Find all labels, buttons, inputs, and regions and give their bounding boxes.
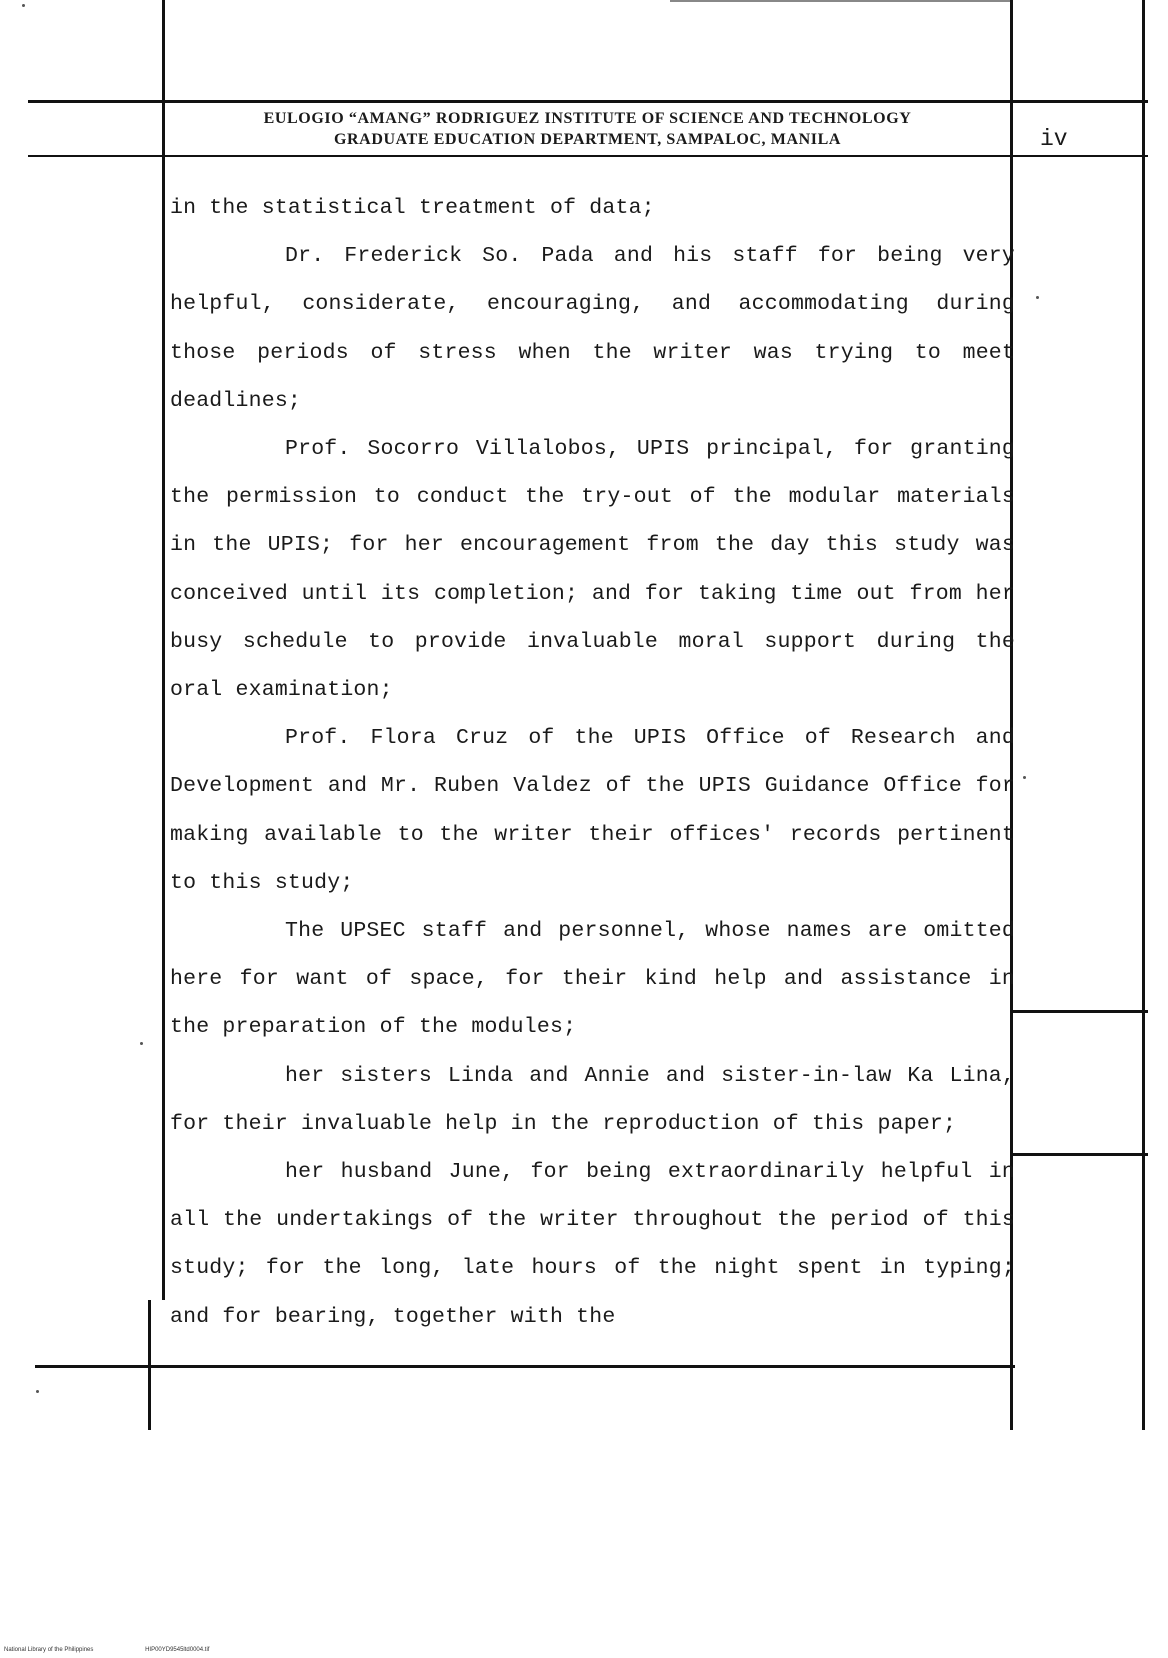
paragraph: The UPSEC staff and personnel, whose names are omitted here for want of space, for their kind help and assistance in the preparation of the modules; — [170, 919, 1015, 1040]
paragraph: Dr. Frederick So. Pada and his staff for being very helpful, considerate, encouraging, and accommodating during those periods of stress when the writer was trying to meet deadlines; — [170, 244, 1015, 413]
bottom-horizontal-rule — [35, 1365, 1015, 1368]
right-column-rule-2 — [1012, 1153, 1148, 1156]
header-bottom-rule — [28, 155, 1148, 157]
institution-header — [165, 108, 1010, 150]
file-name: HIP00YD9545ltd0004.tif — [145, 1647, 210, 1653]
scan-speck — [22, 4, 25, 7]
paragraph: Prof. Socorro Villalobos, UPIS principal, for granting the permission to conduct the try-out of the modular materials in the UPIS; for her encouragement from the day this study was conceived until its completion; and for taking time out from her busy schedule to provide invaluable moral support during the oral examination; — [170, 437, 1015, 703]
paragraph: her husband June, for being extraordinarily helpful in all the undertakings of the writer throughout the period of this study; for the long, late hours of the night spent in typing; and for bearing, together with the — [170, 1160, 1015, 1329]
scan-footer — [4, 1647, 259, 1653]
scan-speck — [1036, 296, 1039, 299]
department-line: GRADUATE EDUCATION DEPARTMENT, SAMPALOC, MANILA — [333, 131, 842, 148]
top-horizontal-rule — [28, 100, 1148, 103]
left-margin-rule — [162, 0, 165, 1300]
scan-speck — [36, 1390, 39, 1393]
paragraph: in the statistical treatment of data; — [170, 196, 655, 220]
library-credit: National Library of the Philippines — [4, 1647, 94, 1653]
scan-speck — [140, 1042, 143, 1045]
top-scan-dash — [670, 0, 1010, 2]
acknowledgment-text — [170, 184, 1015, 1341]
scan-speck — [1023, 776, 1026, 779]
paragraph: her sisters Linda and Annie and sister-in-law Ka Lina, for their invaluable help in the reproduction of this paper; — [170, 1063, 1015, 1136]
institution-name: EULOGIO “AMANG” RODRIGUEZ INSTITUTE OF SCIENCE AND TECHNOLOGY — [263, 110, 912, 127]
page-number: iv — [1040, 126, 1068, 152]
paragraph: Prof. Flora Cruz of the UPIS Office of Research and Development and Mr. Ruben Valdez of the UPIS Guidance Office for making available to the writer their offices' records pertinent to this study; — [170, 726, 1015, 895]
right-column-rule-1 — [1012, 1010, 1148, 1013]
far-right-edge-rule — [1142, 0, 1145, 1430]
